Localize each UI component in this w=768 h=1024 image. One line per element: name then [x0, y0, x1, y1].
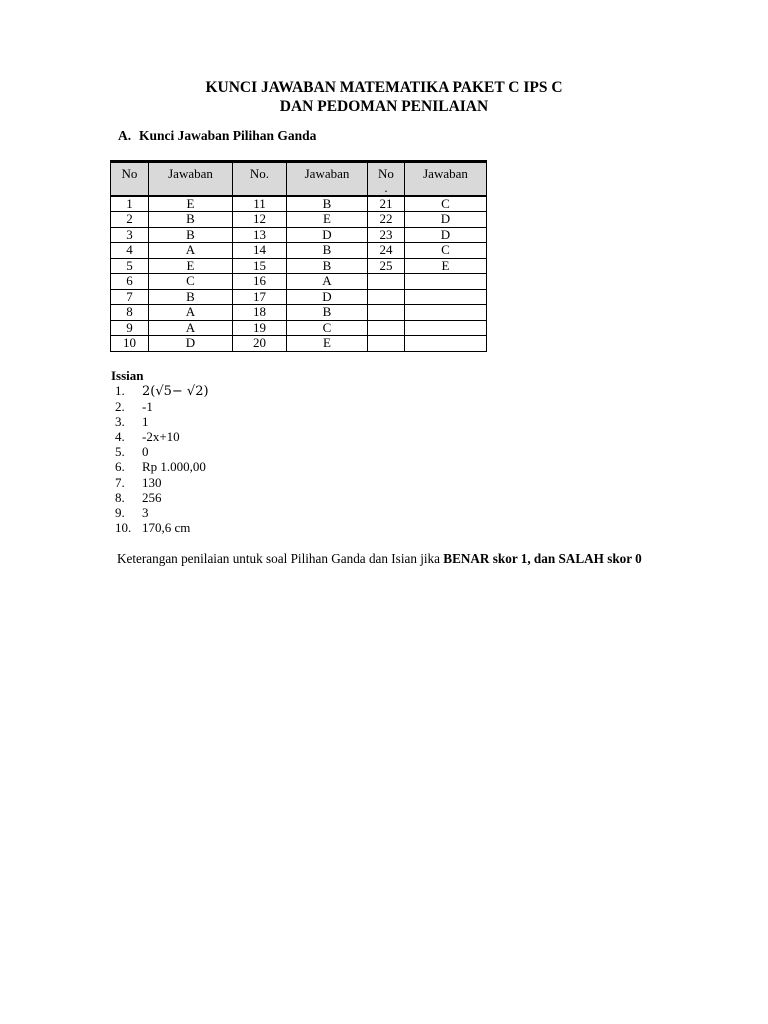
table-cell: B: [287, 258, 368, 274]
issian-section: [111, 368, 209, 535]
list-item: [111, 444, 209, 459]
table-cell: 12: [233, 212, 287, 228]
table-cell: D: [405, 212, 487, 228]
list-item: [111, 475, 209, 490]
table-cell: E: [149, 196, 233, 212]
table-cell: [368, 305, 405, 321]
list-item-answer: -1: [142, 399, 153, 415]
table-row: [111, 274, 487, 290]
table-row: [111, 258, 487, 274]
list-item-number: 9.: [115, 504, 125, 520]
table-cell: A: [287, 274, 368, 290]
table-cell: [405, 274, 487, 290]
list-item-answer: 256: [142, 489, 162, 505]
header-no-3: No .: [368, 162, 405, 197]
table-cell: 13: [233, 227, 287, 243]
table-cell: [368, 336, 405, 352]
header-no-1: No: [111, 162, 149, 197]
table-header-row: [111, 162, 487, 197]
table-cell: [405, 336, 487, 352]
table-cell: 15: [233, 258, 287, 274]
table-cell: 11: [233, 196, 287, 212]
table-cell: 9: [111, 320, 149, 336]
list-item-number: 6.: [115, 459, 125, 475]
table-cell: 20: [233, 336, 287, 352]
issian-list: [111, 383, 209, 535]
section-a-title: Kunci Jawaban Pilihan Ganda: [139, 128, 317, 143]
table-cell: B: [287, 196, 368, 212]
list-item: [111, 383, 209, 399]
table-cell: 19: [233, 320, 287, 336]
list-item: [111, 429, 209, 444]
table-cell: 22: [368, 212, 405, 228]
list-item: [111, 505, 209, 520]
scoring-note-text: Keterangan penilaian untuk soal Pilihan Ganda dan Isian jika: [117, 551, 444, 566]
table-cell: C: [287, 320, 368, 336]
table-row: [111, 243, 487, 259]
table-cell: E: [287, 336, 368, 352]
list-item-number: 8.: [115, 489, 125, 505]
issian-heading: Issian: [111, 368, 144, 383]
list-item-number: 4.: [115, 429, 125, 445]
table-cell: 7: [111, 289, 149, 305]
table-cell: D: [149, 336, 233, 352]
table-cell: C: [405, 196, 487, 212]
table-cell: [405, 320, 487, 336]
table-row: [111, 227, 487, 243]
table-cell: 14: [233, 243, 287, 259]
table-cell: 1: [111, 196, 149, 212]
table-cell: B: [287, 243, 368, 259]
title-line-1: KUNCI JAWABAN MATEMATIKA PAKET C IPS C: [205, 79, 563, 96]
list-item-answer: 1: [142, 414, 149, 430]
list-item-answer: Rp 1.000,00: [142, 459, 206, 475]
list-item-answer: 0: [142, 444, 149, 460]
table-cell: E: [405, 258, 487, 274]
table-cell: [368, 320, 405, 336]
table-cell: E: [287, 212, 368, 228]
table-cell: E: [149, 258, 233, 274]
header-jawaban-3: Jawaban: [405, 162, 487, 197]
table-row: [111, 305, 487, 321]
list-item-number: 3.: [115, 414, 125, 430]
scoring-note-bold: BENAR skor 1, dan SALAH skor 0: [443, 551, 642, 566]
table-cell: 21: [368, 196, 405, 212]
list-item-answer: 2(√5− √2): [142, 384, 209, 399]
table-cell: 5: [111, 258, 149, 274]
list-item-number: 10.: [115, 519, 132, 535]
table-cell: 25: [368, 258, 405, 274]
list-item-answer: 3: [142, 504, 149, 520]
list-item-answer: -2x+10: [142, 429, 180, 445]
table-cell: 16: [233, 274, 287, 290]
table-cell: [368, 289, 405, 305]
table-cell: [405, 289, 487, 305]
header-jawaban-2: Jawaban: [287, 162, 368, 197]
table-cell: A: [149, 320, 233, 336]
section-a-number: A.: [118, 128, 132, 143]
answer-key-table: [110, 160, 487, 352]
list-item-number: 2.: [115, 399, 125, 415]
table-cell: 2: [111, 212, 149, 228]
table-row: [111, 289, 487, 305]
table-cell: C: [405, 243, 487, 259]
table-cell: D: [405, 227, 487, 243]
list-item-number: 1.: [115, 383, 125, 398]
table-cell: 23: [368, 227, 405, 243]
list-item: [111, 459, 209, 474]
table-cell: B: [149, 289, 233, 305]
list-item-number: 5.: [115, 444, 125, 460]
table-row: [111, 336, 487, 352]
table-cell: D: [287, 289, 368, 305]
table-cell: 3: [111, 227, 149, 243]
title-line-2: DAN PEDOMAN PENILAIAN: [279, 98, 489, 115]
table-cell: A: [149, 305, 233, 321]
list-item: [111, 414, 209, 429]
table-row: [111, 320, 487, 336]
section-a-heading: [118, 128, 316, 144]
table-cell: D: [287, 227, 368, 243]
list-item: [111, 520, 209, 535]
table-cell: 18: [233, 305, 287, 321]
document-title: [0, 78, 768, 116]
table-cell: 24: [368, 243, 405, 259]
table-cell: 8: [111, 305, 149, 321]
scoring-note: [117, 551, 677, 567]
table-cell: 4: [111, 243, 149, 259]
table-cell: A: [149, 243, 233, 259]
table-cell: 17: [233, 289, 287, 305]
table-row: [111, 212, 487, 228]
table-body: [111, 196, 487, 351]
table-cell: C: [149, 274, 233, 290]
table-cell: [405, 305, 487, 321]
list-item-answer: 170,6 cm: [142, 519, 191, 535]
header-jawaban-1: Jawaban: [149, 162, 233, 197]
list-item-number: 7.: [115, 474, 125, 490]
table-cell: [368, 274, 405, 290]
table-row: [111, 196, 487, 212]
header-no-2: No.: [233, 162, 287, 197]
table-cell: B: [287, 305, 368, 321]
table-cell: B: [149, 212, 233, 228]
table-cell: B: [149, 227, 233, 243]
list-item-answer: 130: [142, 474, 162, 490]
list-item: [111, 399, 209, 414]
table-cell: 6: [111, 274, 149, 290]
list-item: [111, 490, 209, 505]
table-cell: 10: [111, 336, 149, 352]
